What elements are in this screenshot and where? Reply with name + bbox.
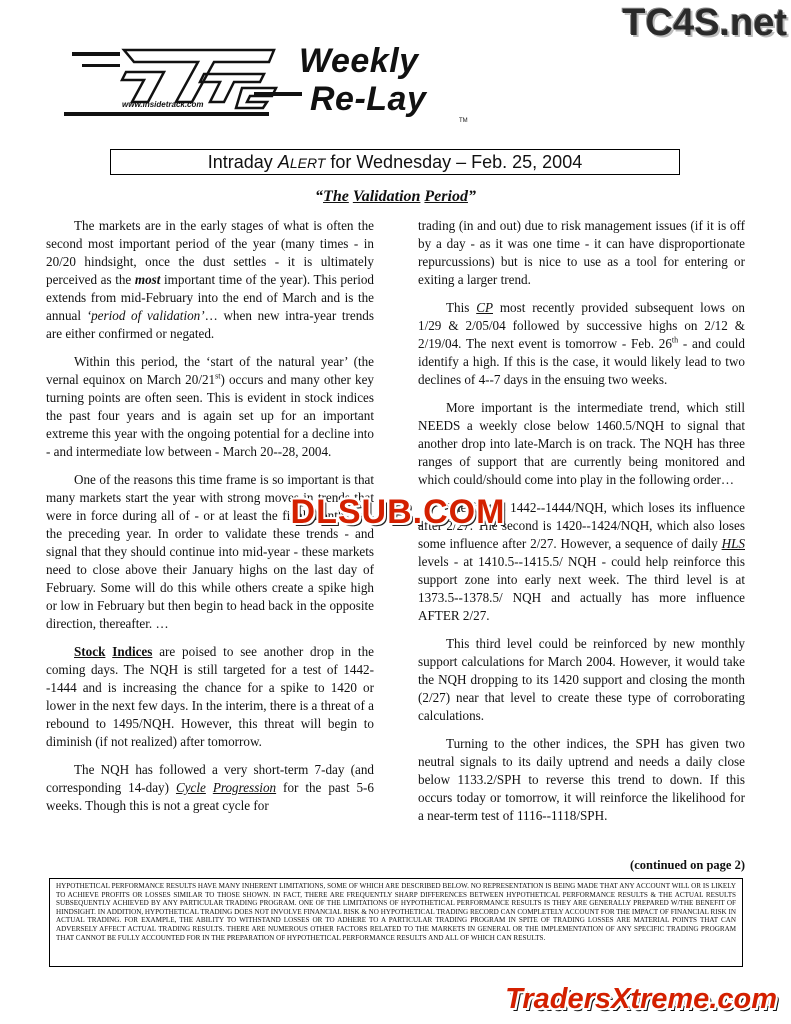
text-run: for the past 5-6 weeks. Though this is not a great cycle for (46, 780, 374, 813)
logo-url: www.insidetrack.com (122, 100, 204, 109)
subtitle-validation: Validation (352, 188, 421, 205)
term-cycle: Cycle (175, 780, 206, 795)
left-paragraph-3: One of the reasons this time frame is so important is that many markets start the year with strong moves in trends that were in force during all of - or at least the final months of - the preceding year. In order to validate these trends - and signal that they should continue into mid-year - these markets need to close above their January highs on the last day of February. Some will do this while others create a spike high or low in February but then begin to head back in the opposite direction, thereafter. … (46, 472, 374, 631)
emphasis-period-of-validation: ‘period of validation’ (86, 308, 205, 323)
text-run: levels - at 1410.5--1415.5/ NQH - could help reinforce this support zone into early next week. The third level is at 1373.5--1378.5/ NQH and actually has more influence AFTER 2/27. (418, 554, 745, 623)
text-run: important time of the year). This period extends from mid-February into the end of March and is the annual (46, 272, 374, 323)
superscript: st (215, 371, 221, 381)
text-run: The first is 1442--1444/NQH, which loses its influence after 2/27. The second is 1420--1424/NQH, which also loses some influence after 2/27. However, a sequence of daily (418, 500, 745, 551)
title-pre: Intraday (207, 152, 278, 172)
text-run: Within this period, the ‘start of the natural year’ (the vernal equinox on March 20/21 (46, 354, 374, 387)
logo-word-weekly: Weekly (299, 42, 419, 80)
text-run: are poised to see another drop in the coming days. The NQH is still targeted for a test of 1442--1444 and is increasing the chance for a spike to 1420 or lower in the next few days. In the interim, there is a threat of a rebound to 1495/NQH. However, this threat will begin to diminish (if not realized) after tomorrow. (46, 644, 374, 749)
term-progression: Progression (212, 780, 277, 795)
right-paragraph-3: More important is the intermediate trend, which still NEEDS a weekly close below 1460.5/NQH to signal that another drop into late-March is on track. The NQH has three ranges of support that are currently being monitored and which could/should come into play in the following order… (418, 400, 745, 487)
title-alert-initial: A (277, 152, 290, 172)
emphasis-most: most (134, 272, 161, 287)
left-paragraph-5 (46, 761, 374, 815)
subtitle-close-quote: ” (467, 188, 476, 205)
title-alert (278, 152, 326, 172)
left-paragraph-2 (46, 353, 374, 461)
continued-note: (continued on page 2) (630, 858, 745, 872)
text-run: ) occurs and many other key turning points are often seen. This is evident in stock indices the past four years and is again set up for an important extreme this year with the ongoing potential for a decline into - and intermediate low between - March 20--28, 2004. (46, 372, 374, 459)
right-paragraph-6: Turning to the other indices, the SPH has given two neutral signals to its daily uptrend and needs a daily close below 1133.2/SPH to reverse this trend to down. If this occurs today or tomorrow, it will reinforce the likelihood for a near-term test of 1116--1118/SPH. (418, 736, 745, 823)
subtitle-open-quote: “ (315, 188, 324, 205)
subtitle-period: Period (424, 188, 468, 205)
left-paragraph-4 (46, 643, 374, 751)
article-subtitle (0, 188, 791, 206)
watermark-top: TC4S.net (622, 2, 787, 44)
right-paragraph-2 (418, 299, 745, 389)
term-cp: CP (476, 300, 493, 315)
text-run: - and could identify a high. If this is the case, it would likely lead to two declines of 4--7 days in the ensuing two weeks. (418, 336, 745, 387)
title-alert-rest: LERT (289, 155, 326, 171)
subtitle-the: The (323, 188, 349, 205)
logo-word-relay: Re-Lay (310, 80, 427, 118)
text-run: most recently provided subsequent lows on 1/29 & 2/05/04 followed by successive highs on 2/12 & 2/19/04. The next event is tomorrow - Feb. 26 (418, 300, 745, 351)
heading-stock: Stock (74, 644, 106, 659)
watermark-bottom: TradersXtreme.com (505, 983, 777, 1015)
text-run: The NQH has followed a very short-term 7-day (and corresponding 14-day) (46, 762, 374, 795)
title-post: for Wednesday – Feb. 25, 2004 (325, 152, 583, 172)
disclaimer-box: HYPOTHETICAL PERFORMANCE RESULTS HAVE MANY INHERENT LIMITATIONS, SOME OF WHICH ARE DESCRIBED BELOW. NO REPRESENTATION IS BEING MADE THAT ANY ACCOUNT WILL OR IS LIKELY TO ACHIEVE PROFITS OR LOSSES SIMILAR TO THOSE SHOWN. IN FACT, THERE ARE FREQUENTLY SHARP DIFFERENCES BETWEEN HYPOTHETICAL PERFORMANCE RESULTS & THE ACTUAL RESULTS SUBSEQUENTLY ACHIEVED BY ANY PARTICULAR TRADING PROGRAM. ONE OF THE LIMITATIONS OF HYPOTHETICAL PERFORMANCE RESULTS IS THEY ARE GENERALLY PREPARED W/THE BENEFIT OF HINDSIGHT. IN ADDITION, HYPOTHETICAL TRADING DOES NOT INVOLVE FINANCIAL RISK & NO HYPOTHETICAL TRADING RECORD CAN COMPLETELY ACCOUNT FOR THE IMPACT OF FINANCIAL RISK IN ACTUAL TRADING. FOR EXAMPLE, THE ABILITY TO WITHSTAND LOSSES OR TO ADHERE TO A PARTICULAR TRADING PROGRAM IN SPITE OF TRADING LOSSES ARE MATERIAL POINTS THAT CAN ADVERSELY AFFECT ACTUAL TRADING RESULTS. THERE ARE NUMEROUS OTHER FACTORS RELATED TO THE MARKETS IN GENERAL OR THE IMPLEMENTATION OF ANY SPECIFIC TRADING PROGRAM THAT CANNOT BE FULLY ACCOUNTED FOR IN THE PREPARATION OF HYPOTHETICAL PERFORMANCE RESULTS AND ALL OF WHICH CAN RESULTS. (49, 878, 743, 967)
text-run: … when new intra-year trends are either confirmed or negated. (46, 308, 374, 341)
text-run: The markets are in the early stages of what is often the second most important period of the year (many times - in 20/20 hindsight, once the dust settles - it is ultimately perceived as the (46, 218, 374, 287)
superscript: th (671, 335, 679, 345)
heading-indices: Indices (112, 644, 153, 659)
title-banner (110, 149, 680, 175)
text-run: This (446, 300, 477, 315)
term-hls: HLS (721, 536, 745, 551)
right-paragraph-5: This third level could be reinforced by new monthly support calculations for March 2004. However, it would take the NQH dropping to its 1420 support and closing the month (2/27) near that level to create these type of corroborating calculations. (418, 636, 745, 723)
masthead-logo (64, 40, 484, 140)
watermark-middle: DLSUB.COM (290, 493, 506, 531)
right-paragraph-1: trading (in and out) due to risk management issues (if it is off by a day - as it was one time - it can have disproportionate repurcussions) but is nice to use as a tool for entering or exiting a larger trend. (418, 218, 745, 287)
left-paragraph-1 (46, 217, 374, 343)
logo-trademark: TM (459, 118, 468, 124)
